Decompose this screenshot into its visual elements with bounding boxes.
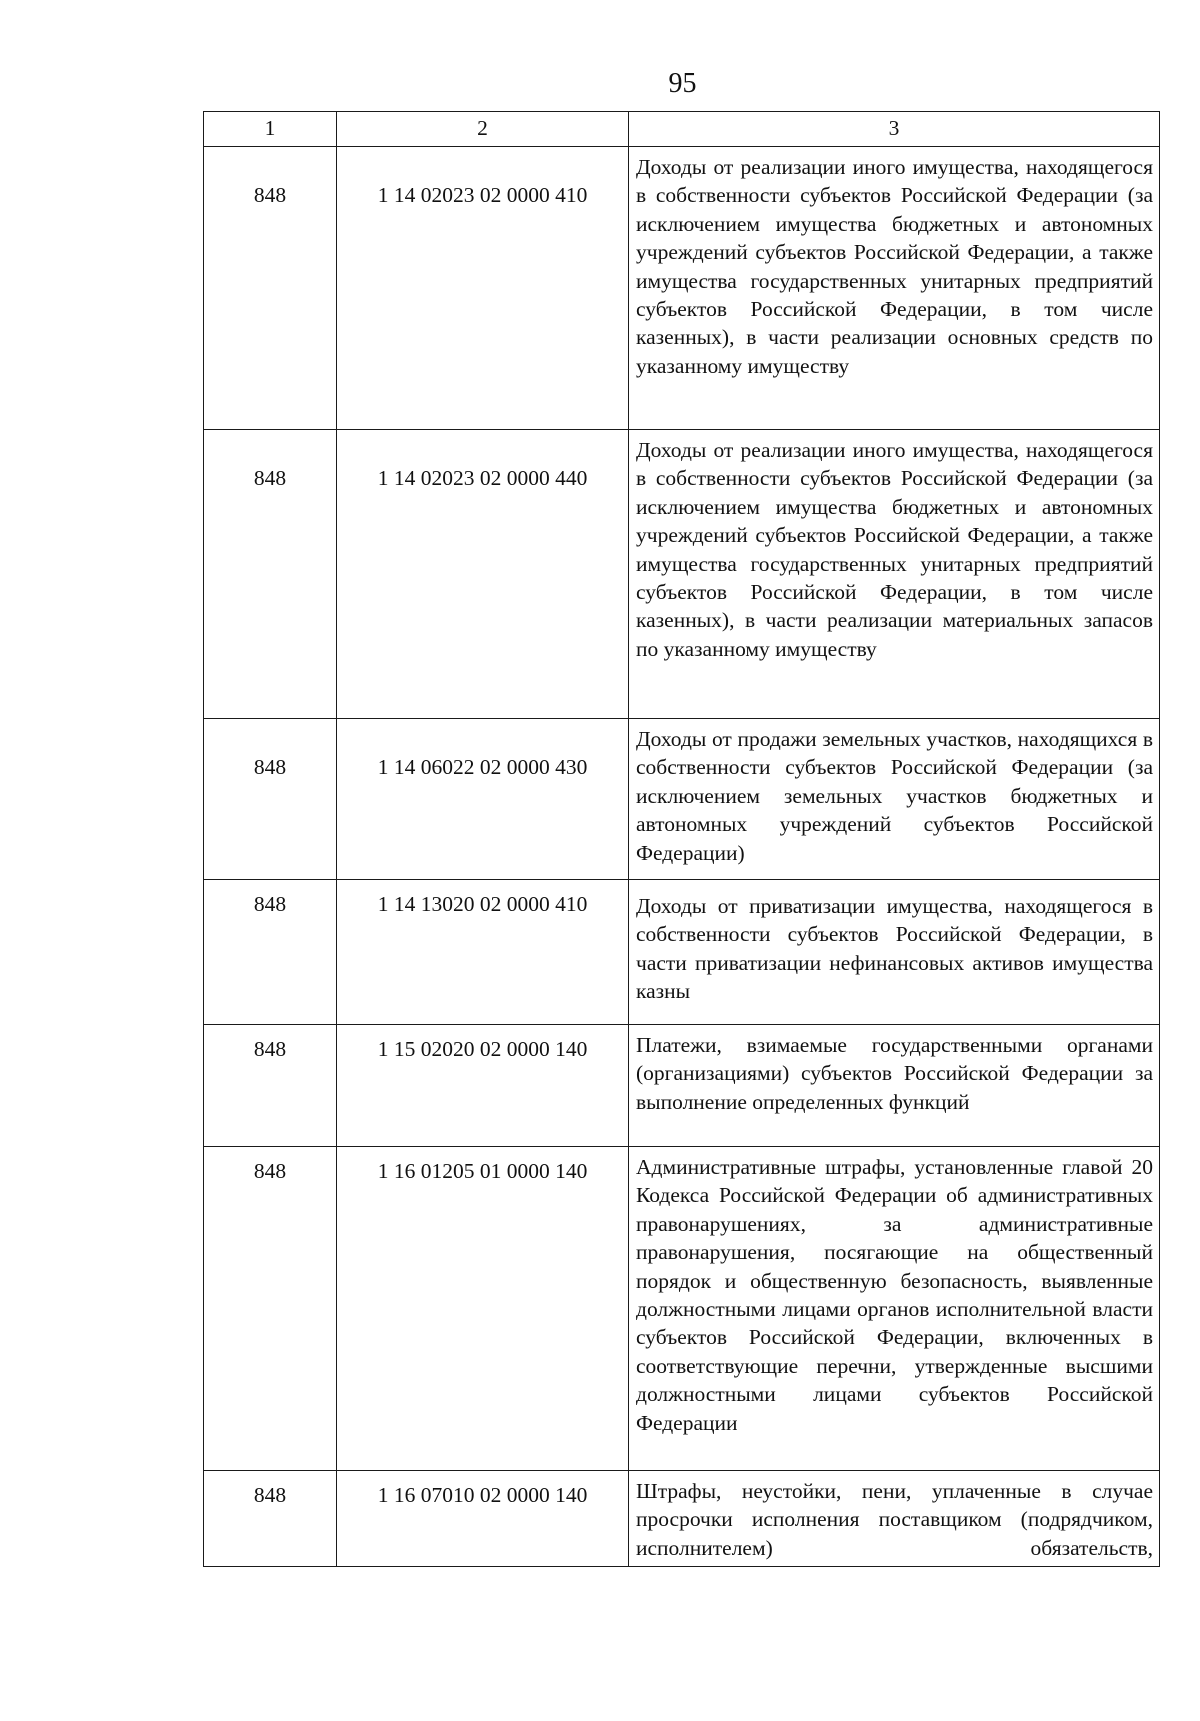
admin-code: 848 (253, 755, 287, 779)
revenue-description: Штрафы, неустойки, пени, уплаченные в случае просрочки исполнения поставщиком (подрядчиком, исполнителем) обязательств, (636, 1479, 1153, 1560)
kbk-code-cell (337, 147, 629, 430)
admin-code-cell (204, 1471, 337, 1567)
admin-code-cell (204, 430, 337, 719)
column-header-1: 1 (204, 112, 337, 147)
table-row (204, 1471, 1160, 1567)
table-row (204, 880, 1160, 1025)
admin-code: 848 (253, 183, 287, 207)
table-row (204, 430, 1160, 719)
kbk-code: 1 15 02020 02 0000 140 (377, 1037, 588, 1061)
description-cell (629, 147, 1160, 430)
table-row (204, 1025, 1160, 1147)
table-row (204, 1147, 1160, 1471)
kbk-code: 1 14 02023 02 0000 410 (377, 183, 588, 207)
revenue-codes-table (203, 111, 1160, 1567)
admin-code: 848 (253, 1037, 287, 1061)
revenue-description: Административные штрафы, установленные главой 20 Кодекса Российской Федерации об административных правонарушениях, за административные правонарушения, посягающие на общественный порядок и общественную безопасность, выявленные должностными лицами органов исполнительной власти субъектов Российской Федерации, включенных в соответствующие перечни, утвержденные высшими должностными лицами субъектов Российской Федерации (636, 1155, 1153, 1435)
description-cell (629, 719, 1160, 880)
admin-code-cell (204, 719, 337, 880)
description-cell (629, 1025, 1160, 1147)
kbk-code-cell (337, 430, 629, 719)
revenue-description: Доходы от реализации иного имущества, находящегося в собственности субъектов Российской Федерации (за исключением имущества бюджетных и автономных учреждений субъектов Российской Федерации, а также имущества государственных унитарных предприятий субъектов Российской Федерации, в том числе казенных), в части реализации материальных запасов по указанному имуществу (636, 438, 1153, 661)
description-cell (629, 430, 1160, 719)
revenue-description: Платежи, взимаемые государственными органами (организациями) субъектов Российской Федерации за выполнение определенных функций (636, 1033, 1153, 1114)
table-header-row (204, 112, 1160, 147)
table-row (204, 147, 1160, 430)
description-cell (629, 1471, 1160, 1567)
admin-code-cell (204, 1147, 337, 1471)
admin-code: 848 (253, 1159, 287, 1183)
kbk-code: 1 14 13020 02 0000 410 (377, 892, 588, 916)
column-header-3: 3 (629, 112, 1160, 147)
description-cell (629, 1147, 1160, 1471)
admin-code: 848 (253, 892, 287, 916)
revenue-description: Доходы от реализации иного имущества, находящегося в собственности субъектов Российской Федерации (за исключением имущества бюджетных и автономных учреждений субъектов Российской Федерации, а также имущества государственных унитарных предприятий субъектов Российской Федерации, в том числе казенных), в части реализации основных средств по указанному имуществу (636, 155, 1153, 378)
kbk-code-cell (337, 1025, 629, 1147)
description-cell (629, 880, 1160, 1025)
admin-code-cell (204, 147, 337, 430)
kbk-code-cell (337, 880, 629, 1025)
admin-code-cell (204, 880, 337, 1025)
table-row (204, 719, 1160, 880)
admin-code: 848 (253, 466, 287, 490)
revenue-description: Доходы от продажи земельных участков, находящихся в собственности субъектов Российской Федерации (за исключением земельных участков бюджетных и автономных учреждений субъектов Российской Федерации) (636, 727, 1153, 865)
page-number: 95 (668, 68, 697, 99)
admin-code: 848 (253, 1483, 287, 1507)
kbk-code-cell (337, 1471, 629, 1567)
kbk-code-cell (337, 719, 629, 880)
kbk-code-cell (337, 1147, 629, 1471)
kbk-code: 1 16 07010 02 0000 140 (377, 1483, 588, 1507)
kbk-code: 1 14 02023 02 0000 440 (377, 466, 588, 490)
kbk-code: 1 16 01205 01 0000 140 (377, 1159, 588, 1183)
admin-code-cell (204, 1025, 337, 1147)
kbk-code: 1 14 06022 02 0000 430 (377, 755, 588, 779)
column-header-2: 2 (337, 112, 629, 147)
revenue-description: Доходы от приватизации имущества, находящегося в собственности субъектов Российской Федерации, в части приватизации нефинансовых активов имущества казны (636, 894, 1153, 1004)
